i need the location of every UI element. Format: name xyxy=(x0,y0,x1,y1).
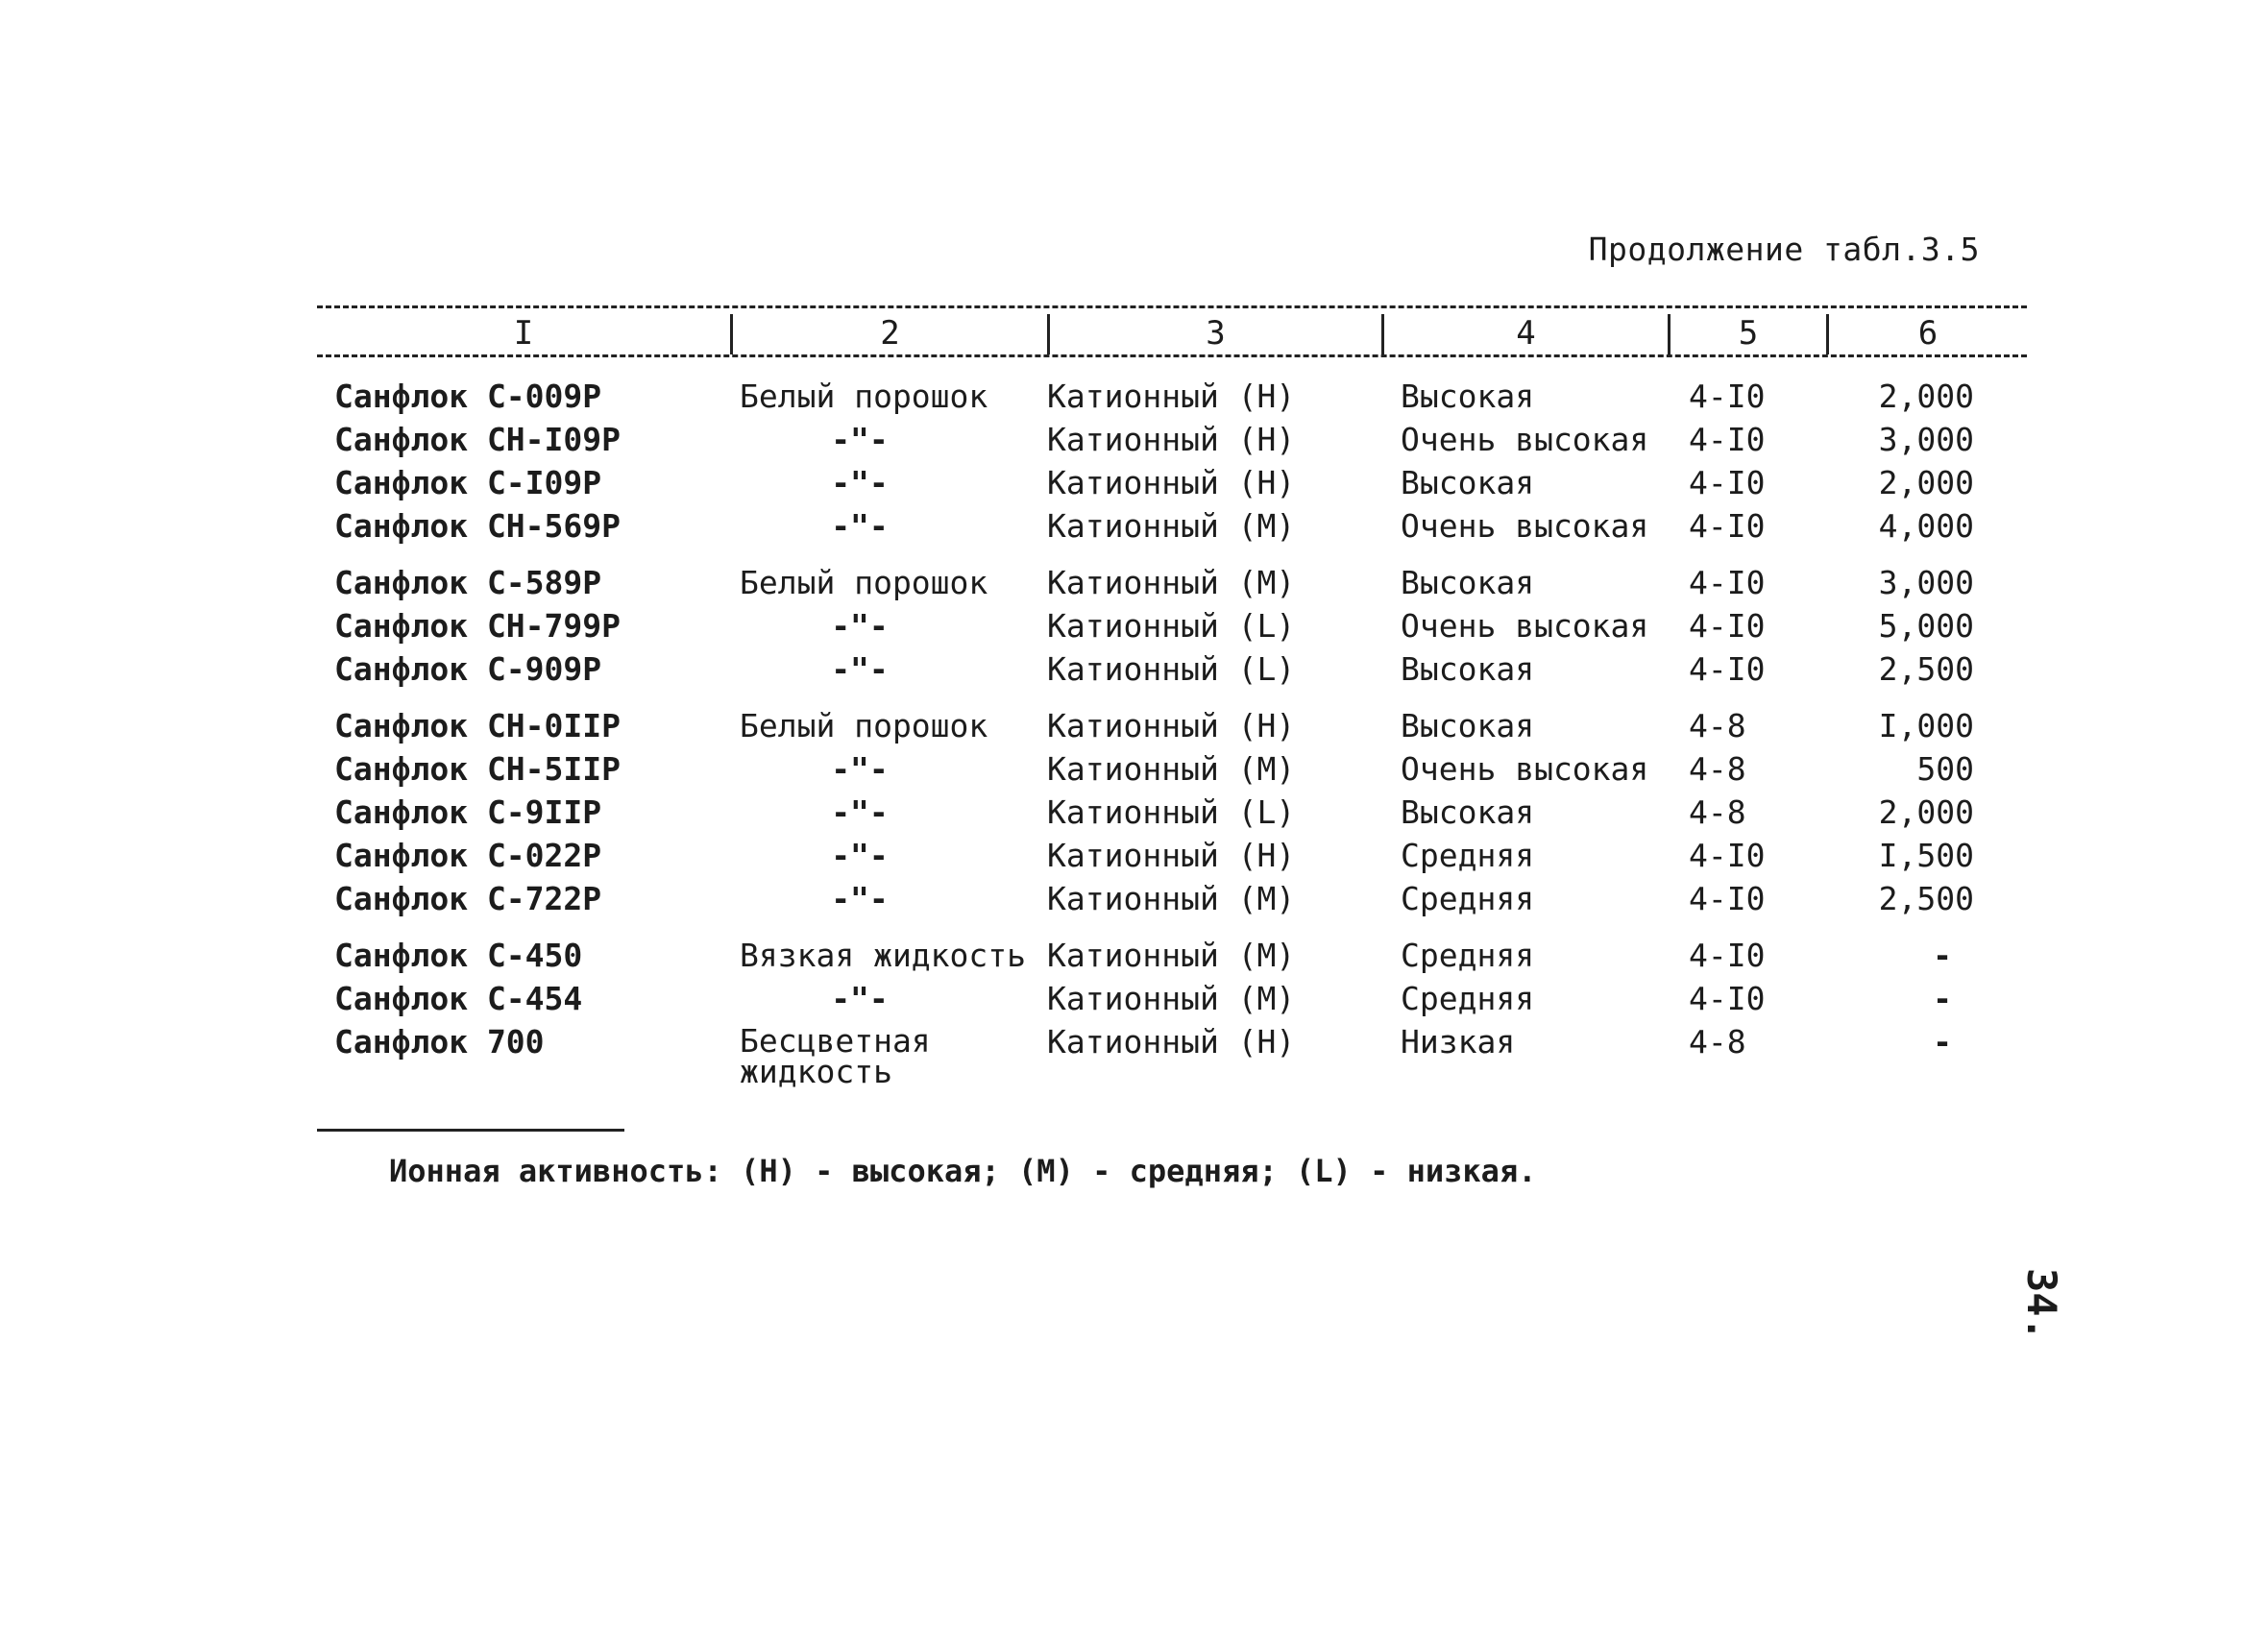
cell-dose: 2,500 xyxy=(1878,880,1974,917)
cell-ph: 4-I0 xyxy=(1689,464,1766,501)
cell-activity: Высокая xyxy=(1401,707,1535,744)
table-header xyxy=(317,308,2027,354)
table-row xyxy=(317,375,2027,418)
table-row xyxy=(317,647,2027,691)
cell-activity: Очень высокая xyxy=(1401,607,1649,645)
cell-ph: 4-8 xyxy=(1689,707,1746,744)
cell-ph: 4-I0 xyxy=(1689,564,1766,601)
cell-form: -"- xyxy=(831,507,889,545)
cell-ph: 4-I0 xyxy=(1689,507,1766,545)
cell-form: Бесцветная жидкость xyxy=(740,1022,931,1090)
cell-activity: Высокая xyxy=(1401,378,1535,415)
header-col-3: 3 xyxy=(1047,314,1381,354)
cell-dose: 2,000 xyxy=(1878,378,1974,415)
table-row xyxy=(317,747,2027,791)
table-row xyxy=(317,561,2027,604)
cell-type: Катионный (L) xyxy=(1047,793,1296,831)
cell-activity: Средняя xyxy=(1401,880,1535,917)
cell-dose: 4,000 xyxy=(1878,507,1974,545)
table-header-rule xyxy=(317,354,2027,357)
cell-type: Катионный (Н) xyxy=(1047,837,1296,874)
cell-ph: 4-I0 xyxy=(1689,937,1766,974)
cell-form: -"- xyxy=(831,793,889,831)
table-row xyxy=(317,1020,2027,1090)
cell-type: Катионный (М) xyxy=(1047,750,1296,788)
table-row xyxy=(317,504,2027,548)
cell-type: Катионный (Н) xyxy=(1047,421,1296,458)
table-body xyxy=(317,375,2027,1090)
cell-type: Катионный (Н) xyxy=(1047,378,1296,415)
cell-type: Катионный (Н) xyxy=(1047,464,1296,501)
cell-form: Белый порошок xyxy=(740,564,988,601)
header-col-1: I xyxy=(513,314,534,353)
header-col-5: 5 xyxy=(1668,314,1826,354)
cell-form: -"- xyxy=(831,880,889,917)
cell-form: -"- xyxy=(831,607,889,645)
cell-type: Катионный (М) xyxy=(1047,880,1296,917)
table-row xyxy=(317,461,2027,504)
cell-form: -"- xyxy=(831,980,889,1017)
cell-dose: - xyxy=(1933,980,1952,1017)
table-row xyxy=(317,791,2027,834)
cell-activity: Средняя xyxy=(1401,837,1535,874)
cell-name: Санфлок С-909Р xyxy=(334,650,602,688)
cell-name: Санфлок С-450 xyxy=(334,937,583,974)
cell-form: Вязкая жидкость xyxy=(740,937,1027,974)
cell-form: -"- xyxy=(831,464,889,501)
cell-ph: 4-I0 xyxy=(1689,607,1766,645)
cell-dose: 500 xyxy=(1916,750,1974,788)
cell-name: Санфлок СН-5IIР xyxy=(334,750,622,788)
cell-type: Катионный (М) xyxy=(1047,507,1296,545)
cell-ph: 4-I0 xyxy=(1689,421,1766,458)
cell-name: Санфлок С-589Р xyxy=(334,564,602,601)
cell-type: Катионный (М) xyxy=(1047,980,1296,1017)
cell-activity: Высокая xyxy=(1401,793,1535,831)
cell-dose: I,000 xyxy=(1878,707,1974,744)
cell-name: Санфлок СН-0IIР xyxy=(334,707,622,744)
cell-activity: Высокая xyxy=(1401,650,1535,688)
table-row xyxy=(317,604,2027,647)
table-caption: Продолжение табл.3.5 xyxy=(1588,231,1980,268)
footnote-rule xyxy=(317,1129,624,1132)
cell-activity: Очень высокая xyxy=(1401,750,1649,788)
cell-form: Белый порошок xyxy=(740,707,988,744)
cell-dose: - xyxy=(1933,1023,1952,1061)
header-col-6: 6 xyxy=(1826,314,2027,354)
cell-ph: 4-I0 xyxy=(1689,378,1766,415)
page-number: 34. xyxy=(2018,1268,2065,1341)
cell-name: Санфлок СН-569Р xyxy=(334,507,622,545)
cell-activity: Очень высокая xyxy=(1401,507,1649,545)
cell-dose: 3,000 xyxy=(1878,564,1974,601)
cell-type: Катионный (L) xyxy=(1047,607,1296,645)
cell-dose: - xyxy=(1933,937,1952,974)
cell-type: Катионный (Н) xyxy=(1047,1023,1296,1061)
cell-name: Санфлок СН-I09Р xyxy=(334,421,622,458)
cell-form: -"- xyxy=(831,837,889,874)
cell-ph: 4-8 xyxy=(1689,750,1746,788)
header-col-4: 4 xyxy=(1381,314,1668,354)
cell-type: Катионный (Н) xyxy=(1047,707,1296,744)
cell-ph: 4-I0 xyxy=(1689,650,1766,688)
cell-name: Санфлок С-9IIР xyxy=(334,793,602,831)
cell-name: Санфлок С-I09Р xyxy=(334,464,602,501)
cell-activity: Средняя xyxy=(1401,937,1535,974)
cell-ph: 4-I0 xyxy=(1689,837,1766,874)
cell-ph: 4-I0 xyxy=(1689,880,1766,917)
cell-name: Санфлок С-022Р xyxy=(334,837,602,874)
table-row xyxy=(317,934,2027,977)
cell-form: -"- xyxy=(831,750,889,788)
cell-name: Санфлок С-454 xyxy=(334,980,583,1017)
table-row xyxy=(317,877,2027,920)
cell-dose: 5,000 xyxy=(1878,607,1974,645)
footnote: Ионная активность: (Н) - высокая; (М) - средняя; (L) - низкая. xyxy=(389,1153,1537,1189)
cell-ph: 4-8 xyxy=(1689,1023,1746,1061)
cell-activity: Высокая xyxy=(1401,464,1535,501)
cell-ph: 4-I0 xyxy=(1689,980,1766,1017)
cell-dose: 2,000 xyxy=(1878,793,1974,831)
table-row xyxy=(317,704,2027,747)
cell-form: -"- xyxy=(831,650,889,688)
cell-type: Катионный (М) xyxy=(1047,564,1296,601)
header-col-2: 2 xyxy=(730,314,1047,354)
table-row xyxy=(317,834,2027,877)
cell-dose: 2,000 xyxy=(1878,464,1974,501)
cell-dose: I,500 xyxy=(1878,837,1974,874)
cell-activity: Средняя xyxy=(1401,980,1535,1017)
cell-name: Санфлок СН-799Р xyxy=(334,607,622,645)
table-row xyxy=(317,418,2027,461)
cell-activity: Очень высокая xyxy=(1401,421,1649,458)
cell-name: Санфлок 700 xyxy=(334,1023,545,1061)
cell-type: Катионный (L) xyxy=(1047,650,1296,688)
cell-form: -"- xyxy=(831,421,889,458)
cell-type: Катионный (М) xyxy=(1047,937,1296,974)
cell-name: Санфлок С-722Р xyxy=(334,880,602,917)
cell-form: Белый порошок xyxy=(740,378,988,415)
cell-dose: 3,000 xyxy=(1878,421,1974,458)
cell-dose: 2,500 xyxy=(1878,650,1974,688)
cell-activity: Высокая xyxy=(1401,564,1535,601)
data-table xyxy=(317,305,2027,1090)
cell-activity: Низкая xyxy=(1401,1023,1516,1061)
cell-ph: 4-8 xyxy=(1689,793,1746,831)
table-row xyxy=(317,977,2027,1020)
cell-name: Санфлок С-009Р xyxy=(334,378,602,415)
